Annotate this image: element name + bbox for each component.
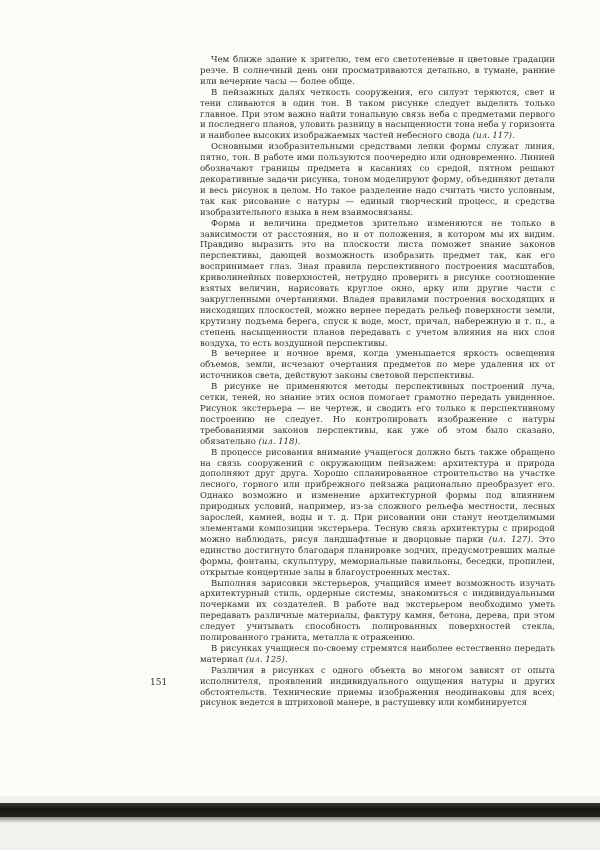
scan-edge-shadow: [0, 817, 600, 823]
paragraph-text: .: [297, 436, 301, 447]
paragraph-text: Форма и величина предметов зрительно изменяются не только в зависимости от расстояния, но и от положения, в котором мы их видим. Правдиво выразить это на плоскости листа поможет знание законов перспективы, дающей возможность изобразить предмет так, как его воспринимает глаз. Зная правила перспективного построения масштабов, криволинейных поверхностей, нетрудно проверить в рисунке соотношение взятых величин, нарисовать круглое окно, арку или другие части с закругленными очертаниями. Владея правилами построения восходящих и нисходящих плоскостей, можно вернее передать рельеф поверхности земли, крутизну подъема берега, спуск к воде, мост, причал, набережную и т. п., а степень насыщенности планов передавать с учетом влияния на них слоя воздуха, то есть воздушной перспективы.: [200, 218, 555, 349]
illustration-reference: (ил. 118): [258, 436, 298, 447]
paragraph-text: В рисунках учащиеся по-своему стремятся наиболее естественно передать материал: [200, 643, 555, 665]
paragraph: [200, 579, 555, 644]
illustration-reference: (ил. 127): [488, 534, 531, 545]
page-number: 151: [150, 678, 168, 688]
paragraph: [200, 88, 555, 143]
paragraph: [200, 219, 555, 350]
paragraph-text: В вечернее и ночное время, когда уменьшается яркость освещения объемов, земли, исчезают очертания предметов по мере удаления их от источников света, действуют законы световой перспективы.: [200, 349, 555, 382]
paragraph-text: Различия в рисунках с одного объекта во многом зависят от опыта исполнителя, проявлений индивидуального ощущения натуры и других обстоятельств. Технические приемы изображения неодинаковы для всех; рисунок ведется в штриховой манере, в растушевку или комбинируется: [200, 665, 555, 709]
paragraph: [200, 142, 555, 218]
paragraph-text: В процессе рисования внимание учащегося должно быть также обращено на связь сооружений с окружающим пейзажем: архитектура и природа дополняют друг друга. Хорошо спланированное строительство на участке лесного, горного или прибрежного пейзажа рационально преобразует его. Однако возможно и изменение архитектурной формы под влиянием природных условий, например, из-за сложного рельефа местности, лесных зарослей, камней, воды и т. д. При рисовании они станут неотделимыми элементами композиции экстерьера. Тесную связь архитектуры с природой можно наблюдать, рисуя ландшафтные и дворцовые парки: [200, 447, 555, 545]
paragraph: [200, 666, 555, 710]
paragraph-text: .: [284, 654, 288, 665]
scan-edge-strip: [0, 803, 600, 817]
paragraph-text: Выполняя зарисовки экстерьеров, учащийся имеет возможность изучать архитектурный стиль, ордерные системы, знакомиться с индивидуальными почерками их создателей. В работе над экстерьером необходимо уметь передавать различные материалы, фактуру камня, бетона, дерева, при этом следует учитывать способность полированных поверхностей стекла, полированного гранита, металла к отражению.: [200, 578, 555, 644]
paragraph-text: Чем ближе здание к зрителю, тем его светотеневые и цветовые градации резче. В солнечный день они просматриваются детально, в тумане, ранние или вечерние часы — более обще.: [200, 55, 555, 87]
paragraph-text: . Это единство достигнуто благодаря планировке зодчих, предусмотревших малые формы, фонтаны, скульптуру, мемориальные павильоны, беседки, пропилеи, открытые концертные залы в благоустроенных местах.: [200, 534, 555, 578]
paragraph-text: Основными изобразительными средствами лепки формы служат линия, пятно, тон. В работе ими пользуются поочередно или одновременно. Линией обозначают границы предмета в касаниях со средой, пятном решают декоративные задачи рисунка, тоном моделируют форму, объединяют детали и весь рисунок в целом. Но такое разделение надо считать чисто условным, так как рисование с натуры — единый творческий процесс, и средства изобразительного языка в нем взаимосвязаны.: [200, 142, 555, 218]
paragraph: [200, 382, 555, 447]
paragraph-text: В пейзажных далях четкость сооружения, его силуэт теряются, свет и тени сливаются в один тон. В таком рисунке следует выделять только главное. При этом важно найти тональную связь неба с предметами первого и последнего планов, уловить разницу в насыщенности тона неба у горизонта и наиболее высоких изображаемых частей небесного свода: [200, 87, 555, 142]
paragraph: [200, 55, 555, 88]
paragraph: [200, 448, 555, 579]
paragraph-text: .: [511, 131, 515, 142]
body-text: [200, 55, 555, 709]
paragraph-text: В рисунке не применяются методы перспективных построений луча, сетки, теней, но знание этих основ помогает грамотно передать увиденное. Рисунок экстерьера — не чертеж, и сводить его только к перспективному построению не следует. Но контролировать изображение с натуры требованиями законов перспективы, как уже об этом было сказано, обязательно: [200, 382, 555, 447]
illustration-reference: (ил. 117): [472, 131, 512, 142]
illustration-reference: (ил. 125): [245, 654, 285, 665]
paragraph: [200, 644, 555, 666]
paragraph: [200, 349, 555, 382]
